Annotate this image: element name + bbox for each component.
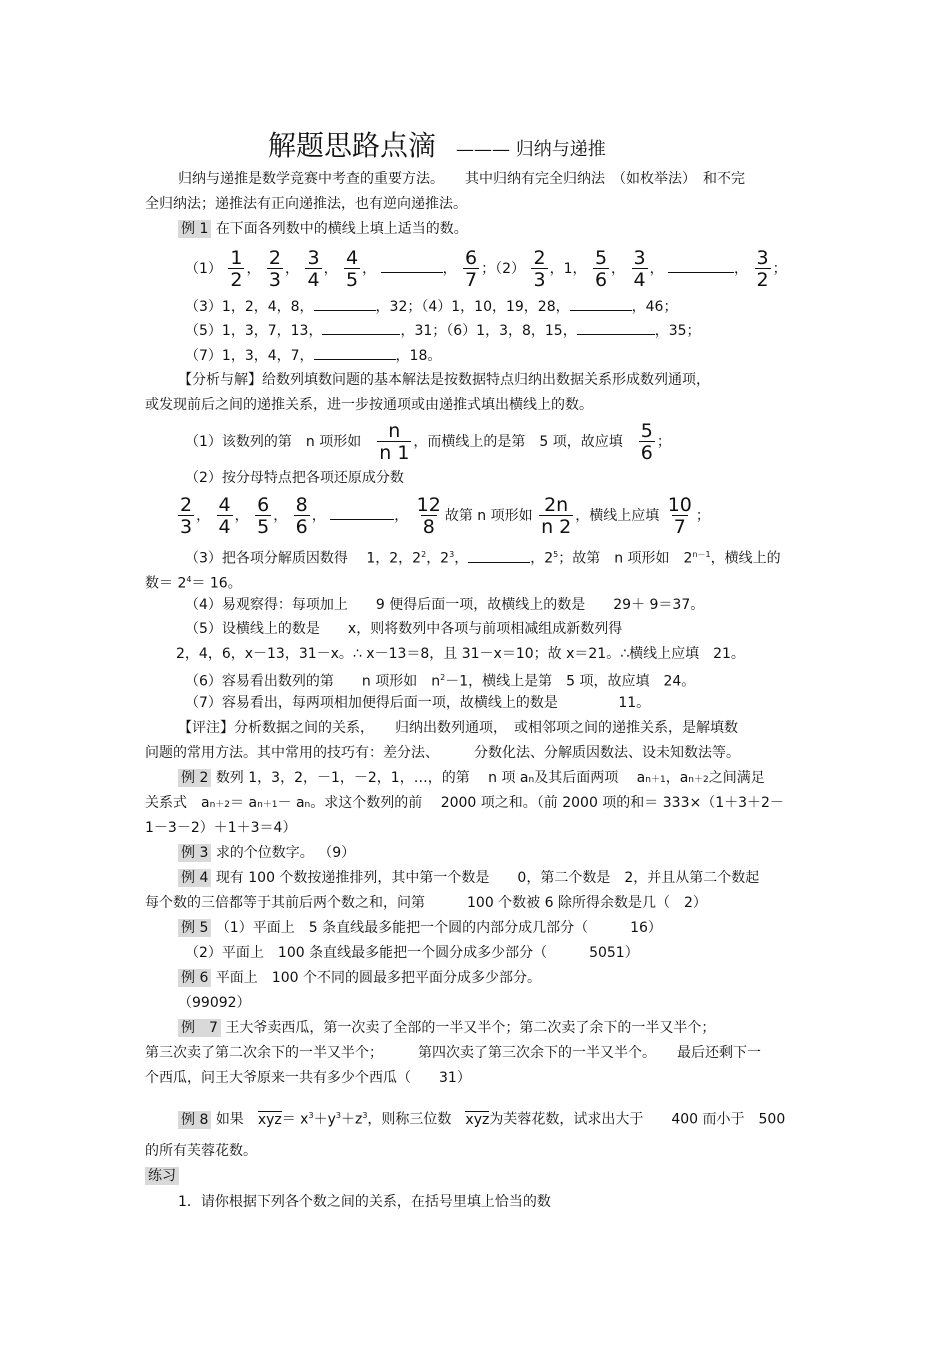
example-3-tag: 例 3 bbox=[178, 844, 211, 862]
example-6: 例 6 平面上 100 个不同的圆最多把平面分成多少部分。 bbox=[178, 968, 541, 988]
answer-blank[interactable] bbox=[577, 320, 655, 335]
fraction: $\frac{1}{2}$ bbox=[230, 246, 243, 291]
example-1-heading bbox=[178, 219, 468, 239]
overlined-number: xyz bbox=[257, 1111, 282, 1128]
fraction: $\frac{4}{4}$ bbox=[218, 493, 231, 538]
answer-blank[interactable] bbox=[381, 258, 443, 273]
example-5-line-2: （2）平面上 100 条直线最多能把一个圆分成多少部分（ 5051） bbox=[185, 945, 639, 961]
analysis-step-4: （4）易观察得：每项加上 9 便得后面一项，故横线上的数是 29＋ 9＝37。 bbox=[185, 597, 705, 613]
example-6-tag: 例 6 bbox=[178, 969, 211, 987]
analysis-step-2-fractions: $\frac{2}{3}$ ， $\frac{4}{4}$ ， $\frac{6}{5}$ ， $\frac{8}{6}$ ， ， $\frac{12}{8}$ 故第 n 项形如 $\frac{2n}{n 2}$ ，横线上应填 $\frac{10}{7}$ ； bbox=[180, 493, 710, 538]
example-5-tag: 例 5 bbox=[178, 919, 211, 937]
fraction: $\frac{8}{6}$ bbox=[295, 493, 308, 538]
answer-blank[interactable] bbox=[314, 345, 396, 360]
practice-tag: 练习 bbox=[145, 1167, 179, 1185]
example-1-text: 在下面各列数中的横线上填上适当的数。 bbox=[215, 221, 468, 237]
answer-blank[interactable] bbox=[330, 505, 394, 520]
example-1-line-4: （5）1，3，7，13， ，31；（6）1，3，8，15， ，35； bbox=[185, 320, 701, 341]
end-mark: ； bbox=[772, 261, 787, 277]
example-8-tag: 例 8 bbox=[178, 1111, 211, 1129]
analysis-step-6: （6）容易看出数列的第 n 项形如 $n^2-1$，横线上是第 5 项，故应填 24。 bbox=[185, 673, 696, 690]
practice-heading bbox=[145, 1166, 179, 1186]
example-4-tag: 例 4 bbox=[178, 869, 211, 887]
example-4-line-2: 每个数的三倍都等于其前后两个数之和，问第 100 个数被 6 除所得余数是几（ 2） bbox=[145, 895, 707, 911]
overlined-number: xyz bbox=[465, 1111, 490, 1128]
example-6-answer: （99092） bbox=[178, 995, 251, 1011]
value-one: 1， bbox=[563, 261, 587, 277]
answer-blank[interactable] bbox=[322, 320, 400, 335]
example-2-line-1: 例 2 数列 1，3，2，－1，－2，1，…，的第 n 项 an及其后面两项 an＋1，an＋2之间满足 bbox=[178, 768, 765, 790]
fraction: $\frac{3}{4}$ bbox=[633, 246, 646, 291]
comment-line-2: 问题的常用方法。其中常用的技巧有：差分法、 分数化法、分解质因数法、设未知数法等。 bbox=[145, 745, 740, 761]
analysis-line-2: 或发现前后之间的递推关系，进一步按通项或由递推式填出横线上的数。 bbox=[145, 397, 593, 413]
title-sub: ——— 归纳与递推 bbox=[456, 139, 606, 160]
analysis-step-5: （5）设横线上的数是 x，则将数列中各项与前项相减组成新数列得 bbox=[185, 621, 623, 637]
analysis-step-5-cont: 2，4，6，x－13，31－x。∴ x－13＝8，且 31－x＝10；故 x＝21。∴横线上应填 21。 bbox=[176, 646, 745, 662]
label-1: （1） bbox=[185, 261, 222, 277]
analysis-step-3: （3）把各项分解质因数得 1，2，$2^2$，$2^3$， ，$2^5$；故第 n 项形如 $2^{n-1}$，横线上的 bbox=[185, 545, 781, 569]
analysis-step-1: （1）该数列的第 n 项形如 $\frac{n}{n 1}$ ，而横线上的是第 5 项，故应填 $\frac{5}{6}$ ； bbox=[185, 419, 671, 464]
example-2-line-2: 关系式 an＋2＝ an＋1－ an。求这个数列的前 2000 项之和。（前 2000 项的和＝ 333×（1＋3＋2－ bbox=[145, 795, 784, 811]
example-8-line-1: 例 8 如果 $xyz= x^3+y^3+z^3$，则称三位数 xyz为芙蓉花数，试求出大于 400 而小于 500 bbox=[178, 1106, 785, 1130]
example-7-tag: 例 7 bbox=[178, 1019, 221, 1037]
fraction: $\frac{2}{3}$ bbox=[533, 246, 546, 291]
example-1-tag: 例 1 bbox=[178, 220, 211, 238]
example-7-line-2: 第三次卖了第二次余下的一半又半个； 第四次卖了第三次余下的一半又半个。 最后还剩下一 bbox=[145, 1045, 761, 1061]
fraction: $\frac{n}{n 1}$ bbox=[379, 419, 410, 464]
practice-question-1: 1．请你根据下列各个数之间的关系，在括号里填上恰当的数 bbox=[178, 1194, 551, 1210]
fraction: $\frac{2}{3}$ bbox=[268, 246, 282, 291]
fraction: $\frac{3}{4}$ bbox=[307, 246, 320, 291]
comment-line-1: 【评注】分析数据之间的关系， 归纳出数列通项， 或相邻项之间的递推关系，是解填数 bbox=[178, 720, 738, 736]
analysis-line-1: 【分析与解】给数列填数问题的基本解法是按数据特点归纳出数据关系形成数列通项， bbox=[178, 372, 710, 388]
example-1-line-3: （3）1，2，4，8， ，32；（4）1，10，19，28， ，46； bbox=[185, 296, 677, 317]
analysis-step-3-cont: 数＝ $2^4= 16$。 bbox=[145, 575, 242, 592]
title-main: 解题思路点滴 bbox=[268, 129, 437, 162]
answer-blank[interactable] bbox=[468, 548, 530, 563]
fraction: $\frac{12}{8}$ bbox=[416, 493, 441, 538]
fraction: $\frac{5}{6}$ bbox=[640, 419, 653, 464]
example-4-line-1: 例 4 现有 100 个数按递推排列，其中第一个数是 0，第二个数是 2，并且从第二个数起 bbox=[178, 868, 759, 888]
example-2-tag: 例 2 bbox=[178, 769, 211, 787]
example-3: 例 3 求的个位数字。 （9） bbox=[178, 843, 355, 863]
answer-blank[interactable] bbox=[668, 258, 734, 273]
fraction: $\frac{2n}{n 2}$ bbox=[541, 493, 572, 538]
example-7-line-1: 例 7 王大爷卖西瓜，第一次卖了全部的一半又半个；第二次卖了余下的一半又半个； bbox=[178, 1018, 715, 1038]
example-1-line-1: （1） $\frac{1}{2}$ ， $\frac{2}{3}$ ， $\frac{3}{4}$ ， $\frac{4}{5}$ ， ， $\frac{6}{7}$ ；（2） $\frac{2}{3}$ ，1， $\frac{5}{6}$ ， $\frac{3}{4}$ ， ， $\frac{3}{2}$ ； bbox=[185, 246, 787, 291]
example-7-line-3: 个西瓜，问王大爷原来一共有多少个西瓜（ 31） bbox=[145, 1070, 471, 1086]
intro-line-2: 全归纳法；递推法有正向递推法，也有逆向递推法。 bbox=[145, 196, 467, 212]
page-title bbox=[268, 126, 606, 170]
fraction: $\frac{6}{5}$ bbox=[257, 493, 270, 538]
label-2: ；（2） bbox=[481, 261, 526, 277]
answer-blank[interactable] bbox=[570, 296, 632, 311]
intro-line-1: 归纳与递推是数学竞赛中考查的重要方法。 其中归纳有完全归纳法 （如枚举法） 和不完 bbox=[178, 171, 745, 187]
fraction: $\frac{4}{5}$ bbox=[346, 246, 359, 291]
example-8-line-2: 的所有芙蓉花数。 bbox=[145, 1143, 257, 1159]
example-5-line-1: 例 5 （1）平面上 5 条直线最多能把一个圆的内部分成几部分（ 16） bbox=[178, 918, 662, 938]
analysis-step-7: （7）容易看出，每两项相加便得后面一项，故横线上的数是 11。 bbox=[185, 695, 651, 711]
analysis-step-2: （2）按分母特点把各项还原成分数 bbox=[185, 470, 404, 486]
fraction: $\frac{6}{7}$ bbox=[465, 246, 478, 291]
fraction: $\frac{10}{7}$ bbox=[667, 493, 692, 538]
answer-blank[interactable] bbox=[314, 296, 376, 311]
fraction: $\frac{3}{2}$ bbox=[756, 246, 769, 291]
fraction: $\frac{2}{3}$ bbox=[180, 493, 193, 538]
example-1-line-5: （7）1，3，4，7， ，18。 bbox=[185, 345, 441, 366]
example-2-line-3: 1－3－2）＋1＋3＝4） bbox=[145, 820, 297, 836]
fraction: $\frac{5}{6}$ bbox=[594, 246, 608, 291]
